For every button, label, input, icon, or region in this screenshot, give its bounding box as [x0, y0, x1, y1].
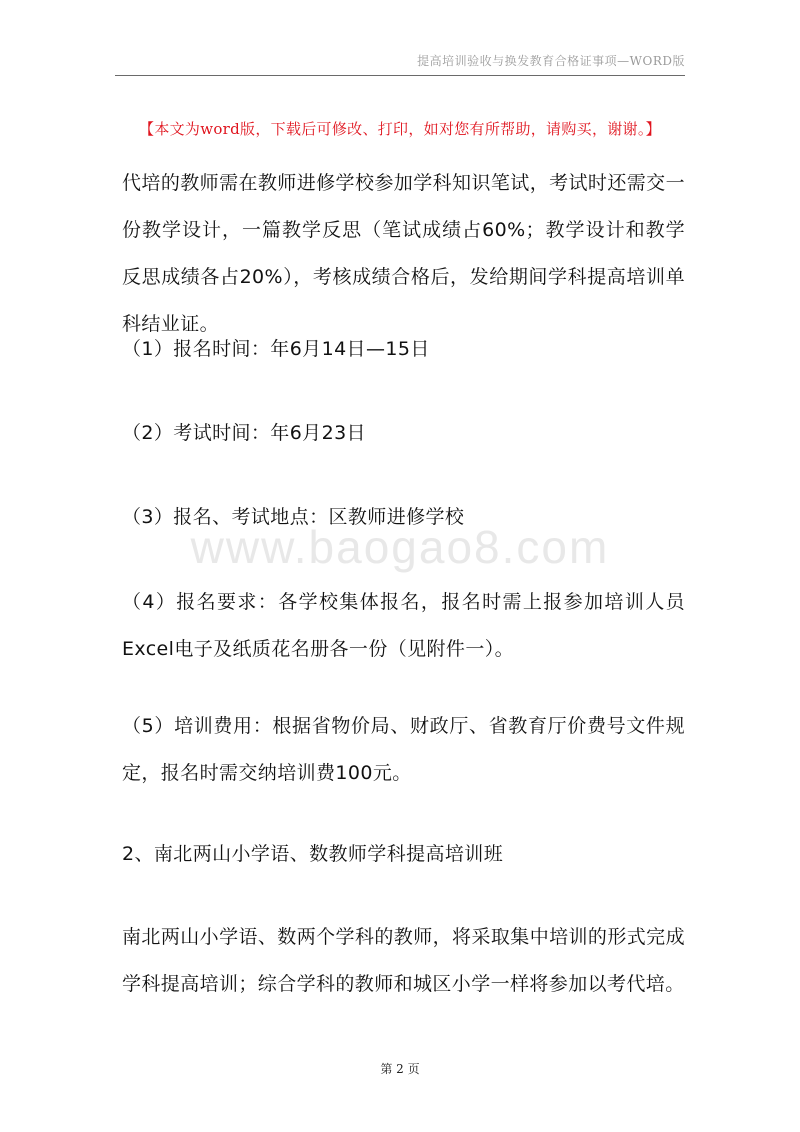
header-divider — [115, 75, 685, 76]
item-training-fee: （5）培训费用：根据省物价局、财政厅、省教育厅价费号文件规定，报名时需交纳培训费100元。 — [122, 715, 685, 784]
watermark: www.baogao8.com — [190, 521, 610, 573]
paragraph-training-exam: 代培的教师需在教师进修学校参加学科知识笔试，考试时还需交一份教学设计，一篇教学反思（笔试成绩占60%；教学设计和教学反思成绩各占20%），考核成绩合格后，发给期间学科提高培训单科结业证。 — [122, 172, 685, 335]
item-exam-time: （2）考试时间：年6月23日 — [122, 422, 366, 444]
section-heading-2: 2、南北两山小学语、数教师学科提高培训班 — [122, 843, 504, 865]
page-number: 第 2 页 — [380, 1062, 420, 1076]
purchase-notice: 【本文为word版，下载后可修改、打印，如对您有所帮助，请购买，谢谢。】 — [139, 120, 661, 138]
item-registration-time: （1）报名时间：年6月14日—15日 — [122, 338, 430, 360]
item-registration-requirements: （4）报名要求：各学校集体报名，报名时需上报参加培训人员Excel电子及纸质花名册各一份（见附件一）。 — [122, 591, 685, 660]
paragraph-mountain-schools: 南北两山小学语、数两个学科的教师，将采取集中培训的形式完成学科提高培训；综合学科的教师和城区小学一样将参加以考代培。 — [122, 926, 685, 995]
page-header: 提高培训验收与换发教育合格证事项—WORD版 — [417, 54, 685, 68]
item-location: （3）报名、考试地点：区教师进修学校 — [122, 506, 465, 528]
